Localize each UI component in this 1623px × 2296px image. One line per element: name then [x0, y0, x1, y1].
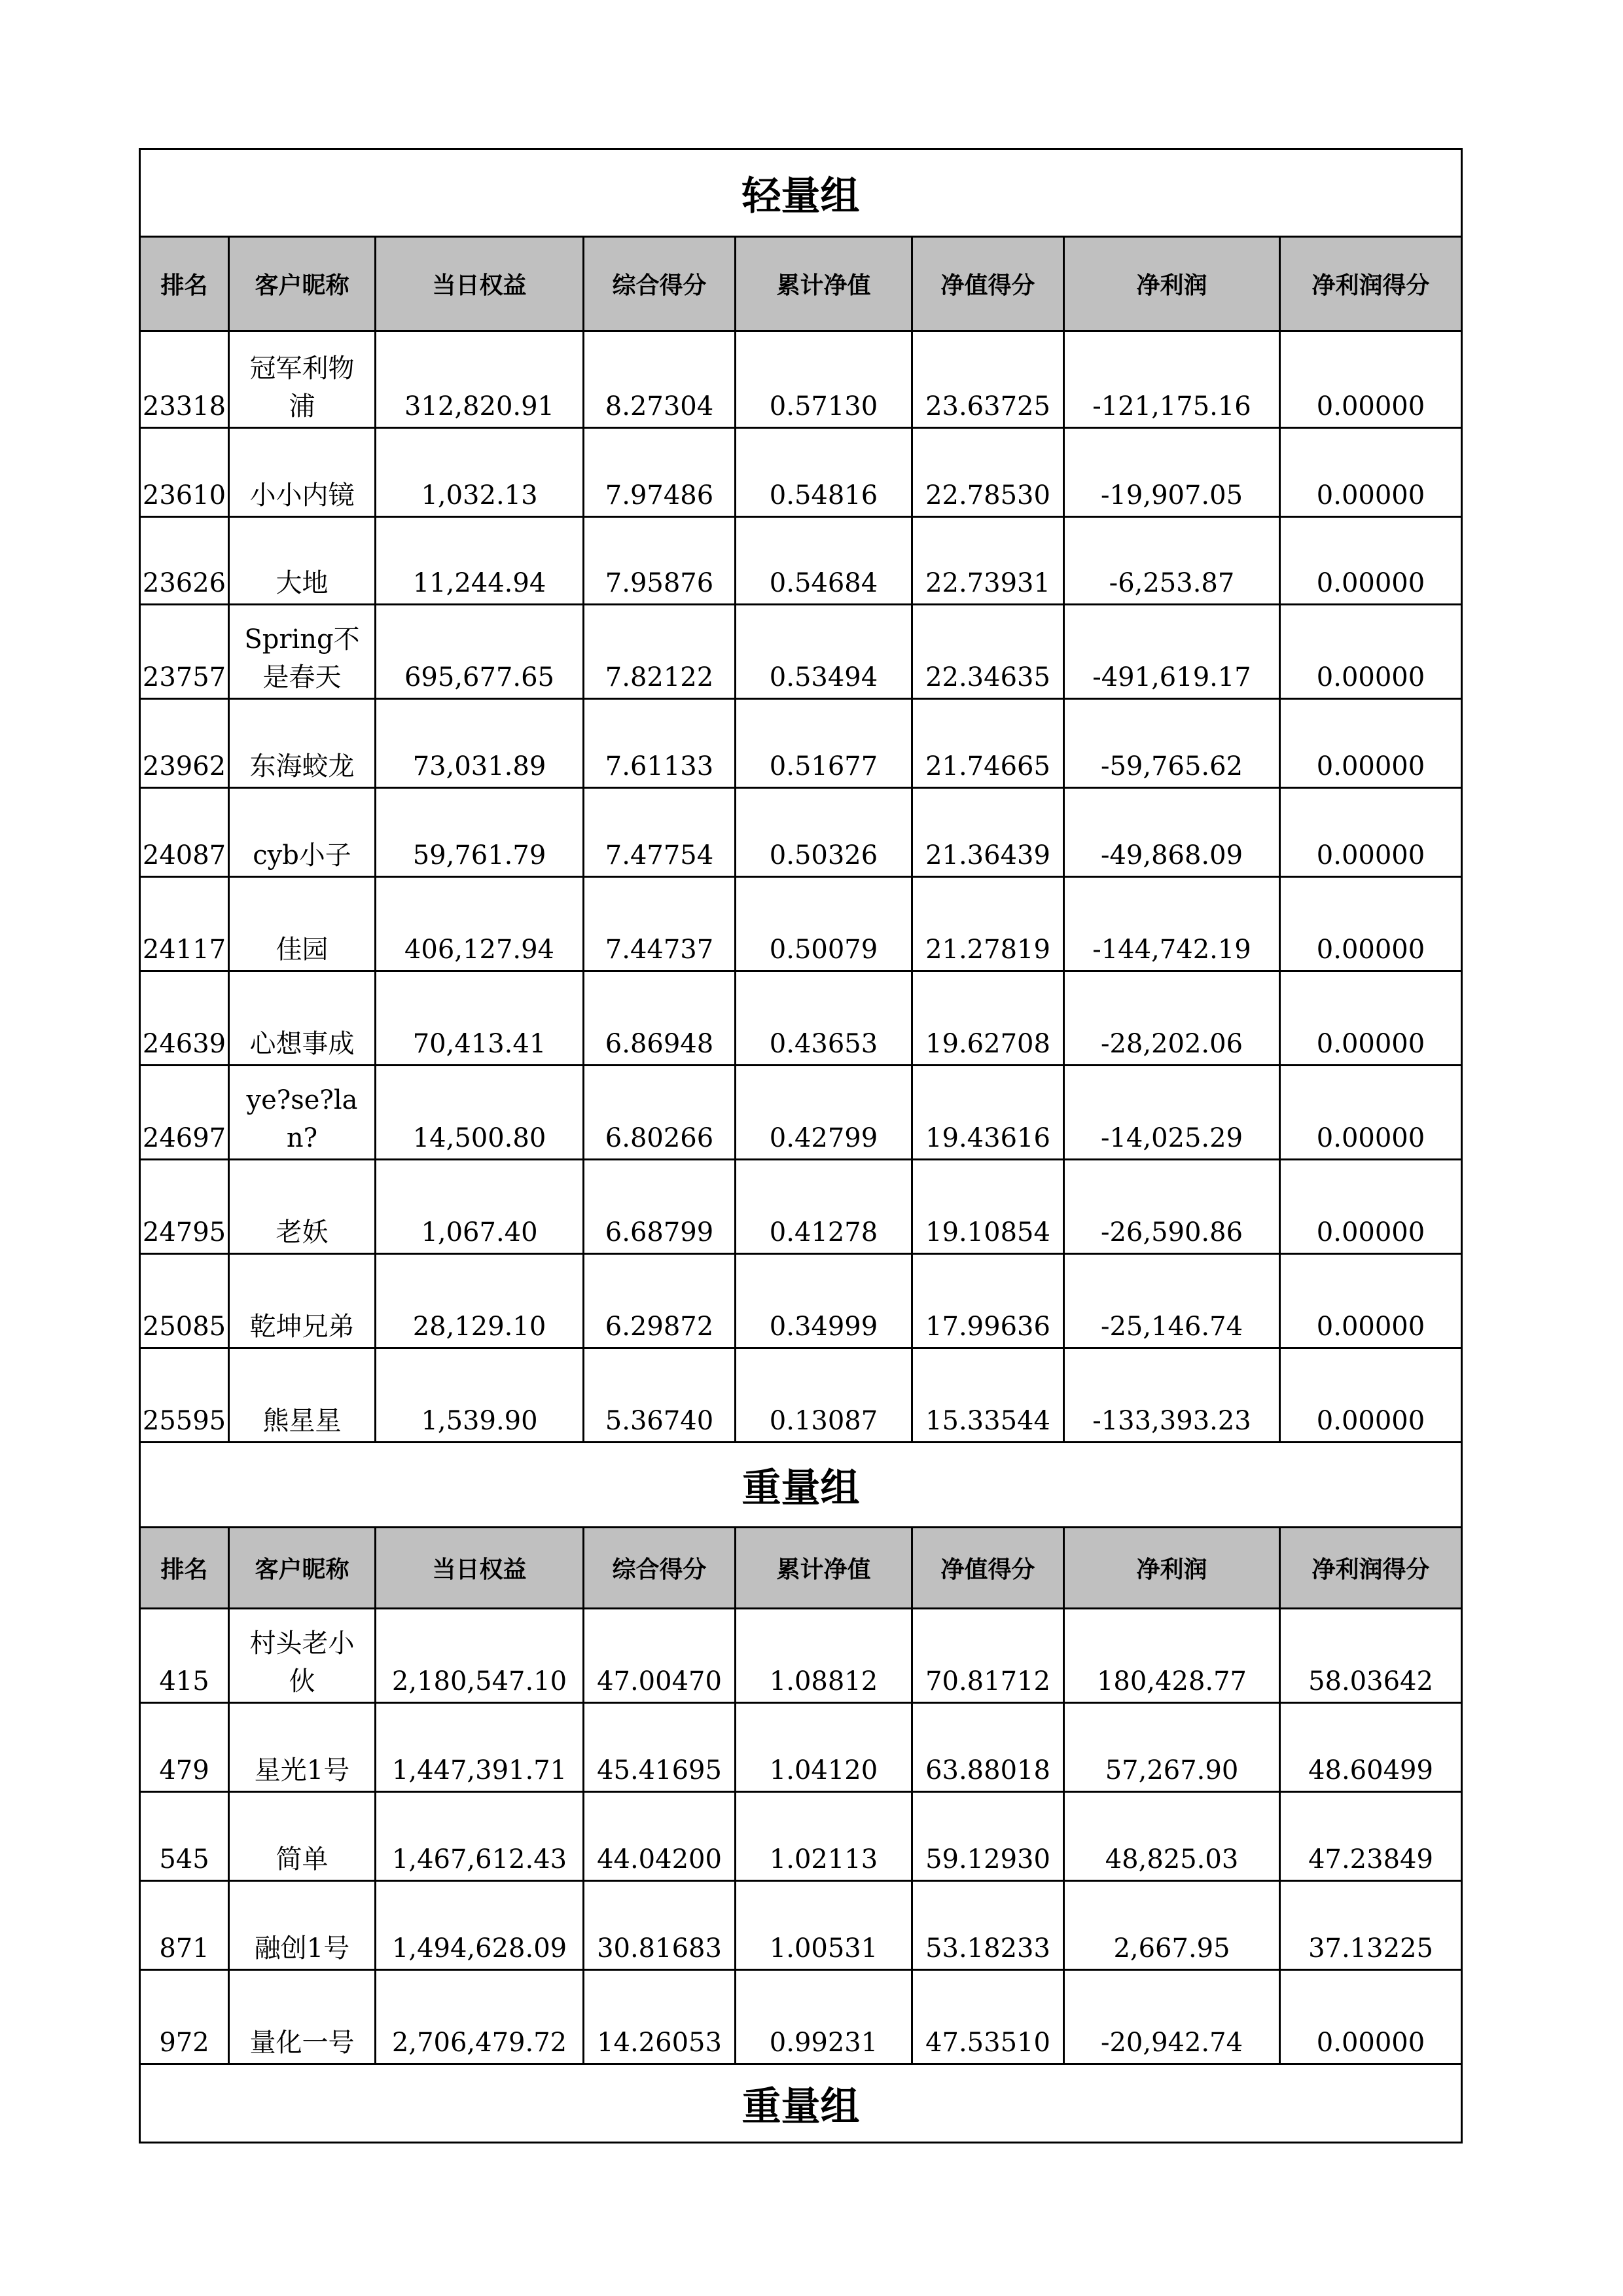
- column-header-nav: 累计净值: [736, 237, 912, 331]
- column-header-net-profit-score: 净利润得分: [1280, 1528, 1462, 1609]
- nav-score-cell: 23.63725: [912, 331, 1064, 428]
- net-profit-score-cell: 0.00000: [1280, 788, 1462, 877]
- nav-cell: 0.13087: [736, 1348, 912, 1443]
- equity-cell: 695,677.65: [376, 605, 584, 699]
- rank-cell: 25085: [140, 1254, 229, 1348]
- nav-score-cell: 19.10854: [912, 1160, 1064, 1254]
- table-row: [140, 517, 1462, 605]
- rank-cell: 23610: [140, 428, 229, 517]
- score-cell: 45.41695: [584, 1703, 736, 1792]
- rank-cell: 25595: [140, 1348, 229, 1443]
- net-profit-score-cell: 0.00000: [1280, 699, 1462, 788]
- equity-cell: 28,129.10: [376, 1254, 584, 1348]
- net-profit-score-cell: 0.00000: [1280, 877, 1462, 971]
- nav-score-cell: 22.73931: [912, 517, 1064, 605]
- net-profit-score-cell: 0.00000: [1280, 1970, 1462, 2064]
- net-profit-cell: -59,765.62: [1064, 699, 1280, 788]
- net-profit-score-cell: 0.00000: [1280, 1066, 1462, 1160]
- nav-cell: 0.34999: [736, 1254, 912, 1348]
- net-profit-score-cell: 0.00000: [1280, 428, 1462, 517]
- nav-cell: 0.50326: [736, 788, 912, 877]
- rank-cell: 24087: [140, 788, 229, 877]
- equity-cell: 2,706,479.72: [376, 1970, 584, 2064]
- score-cell: 7.95876: [584, 517, 736, 605]
- nav-cell: 1.04120: [736, 1703, 912, 1792]
- table-row: [140, 1970, 1462, 2064]
- score-cell: 8.27304: [584, 331, 736, 428]
- net-profit-cell: -26,590.86: [1064, 1160, 1280, 1254]
- table-row: [140, 1792, 1462, 1881]
- nav-cell: 0.53494: [736, 605, 912, 699]
- rank-cell: 24117: [140, 877, 229, 971]
- rank-cell: 545: [140, 1792, 229, 1881]
- nav-cell: 0.51677: [736, 699, 912, 788]
- score-cell: 7.61133: [584, 699, 736, 788]
- equity-cell: 1,539.90: [376, 1348, 584, 1443]
- net-profit-score-cell: 0.00000: [1280, 1160, 1462, 1254]
- net-profit-cell: -144,742.19: [1064, 877, 1280, 971]
- column-header-net-profit: 净利润: [1064, 1528, 1280, 1609]
- equity-cell: 14,500.80: [376, 1066, 584, 1160]
- nickname-cell: ye?se?lan?: [229, 1066, 376, 1160]
- nav-cell: 0.41278: [736, 1160, 912, 1254]
- table-row: [140, 971, 1462, 1066]
- rank-cell: 23962: [140, 699, 229, 788]
- column-header-rank: 排名: [140, 1528, 229, 1609]
- net-profit-cell: -49,868.09: [1064, 788, 1280, 877]
- table-row: [140, 1609, 1462, 1703]
- nickname-cell: 冠军利物浦: [229, 331, 376, 428]
- net-profit-score-cell: 0.00000: [1280, 1254, 1462, 1348]
- column-header-net-profit-score: 净利润得分: [1280, 237, 1462, 331]
- table-row: [140, 1881, 1462, 1970]
- table-row: [140, 605, 1462, 699]
- rank-cell: 23626: [140, 517, 229, 605]
- section-title: 轻量组: [140, 149, 1462, 237]
- nav-score-cell: 19.43616: [912, 1066, 1064, 1160]
- nickname-cell: 融创1号: [229, 1881, 376, 1970]
- equity-cell: 2,180,547.10: [376, 1609, 584, 1703]
- nav-score-cell: 53.18233: [912, 1881, 1064, 1970]
- score-cell: 6.80266: [584, 1066, 736, 1160]
- score-cell: 5.36740: [584, 1348, 736, 1443]
- score-cell: 7.82122: [584, 605, 736, 699]
- column-header-rank: 排名: [140, 237, 229, 331]
- nav-score-cell: 17.99636: [912, 1254, 1064, 1348]
- net-profit-cell: -6,253.87: [1064, 517, 1280, 605]
- nav-cell: 0.50079: [736, 877, 912, 971]
- rank-cell: 415: [140, 1609, 229, 1703]
- ranking-table: [139, 148, 1463, 2144]
- nickname-cell: 心想事成: [229, 971, 376, 1066]
- table-row: [140, 877, 1462, 971]
- column-header-equity: 当日权益: [376, 237, 584, 331]
- nav-score-cell: 70.81712: [912, 1609, 1064, 1703]
- score-cell: 6.29872: [584, 1254, 736, 1348]
- net-profit-score-cell: 0.00000: [1280, 1348, 1462, 1443]
- nav-score-cell: 21.74665: [912, 699, 1064, 788]
- nav-score-cell: 15.33544: [912, 1348, 1064, 1443]
- rank-cell: 871: [140, 1881, 229, 1970]
- nickname-cell: 星光1号: [229, 1703, 376, 1792]
- nickname-cell: 佳园: [229, 877, 376, 971]
- nickname-cell: cyb小子: [229, 788, 376, 877]
- rank-cell: 23757: [140, 605, 229, 699]
- net-profit-cell: 180,428.77: [1064, 1609, 1280, 1703]
- score-cell: 7.47754: [584, 788, 736, 877]
- table-row: [140, 1160, 1462, 1254]
- net-profit-cell: -20,942.74: [1064, 1970, 1280, 2064]
- table-row: [140, 788, 1462, 877]
- column-header-score: 综合得分: [584, 237, 736, 331]
- column-header-equity: 当日权益: [376, 1528, 584, 1609]
- nav-score-cell: 22.78530: [912, 428, 1064, 517]
- table-row: [140, 1066, 1462, 1160]
- footer-section-title: 重量组: [140, 2064, 1462, 2143]
- nickname-cell: 东海蛟龙: [229, 699, 376, 788]
- net-profit-cell: -19,907.05: [1064, 428, 1280, 517]
- nav-cell: 0.54684: [736, 517, 912, 605]
- net-profit-cell: -121,175.16: [1064, 331, 1280, 428]
- score-cell: 47.00470: [584, 1609, 736, 1703]
- equity-cell: 1,494,628.09: [376, 1881, 584, 1970]
- nickname-cell: 简单: [229, 1792, 376, 1881]
- nickname-cell: 乾坤兄弟: [229, 1254, 376, 1348]
- net-profit-score-cell: 0.00000: [1280, 971, 1462, 1066]
- net-profit-cell: 48,825.03: [1064, 1792, 1280, 1881]
- net-profit-cell: -491,619.17: [1064, 605, 1280, 699]
- net-profit-score-cell: 47.23849: [1280, 1792, 1462, 1881]
- column-header-row: [140, 1528, 1462, 1609]
- nav-cell: 0.99231: [736, 1970, 912, 2064]
- equity-cell: 70,413.41: [376, 971, 584, 1066]
- equity-cell: 59,761.79: [376, 788, 584, 877]
- net-profit-score-cell: 37.13225: [1280, 1881, 1462, 1970]
- nickname-cell: 大地: [229, 517, 376, 605]
- nav-cell: 0.54816: [736, 428, 912, 517]
- rank-cell: 479: [140, 1703, 229, 1792]
- section-title-row: [140, 1443, 1462, 1528]
- nav-score-cell: 47.53510: [912, 1970, 1064, 2064]
- net-profit-cell: -25,146.74: [1064, 1254, 1280, 1348]
- rank-cell: 23318: [140, 331, 229, 428]
- table-row: [140, 699, 1462, 788]
- table-row: [140, 1703, 1462, 1792]
- nav-cell: 0.57130: [736, 331, 912, 428]
- nickname-cell: 小小内镜: [229, 428, 376, 517]
- rank-cell: 972: [140, 1970, 229, 2064]
- column-header-row: [140, 237, 1462, 331]
- net-profit-score-cell: 0.00000: [1280, 605, 1462, 699]
- nav-score-cell: 19.62708: [912, 971, 1064, 1066]
- score-cell: 7.97486: [584, 428, 736, 517]
- table-row: [140, 1348, 1462, 1443]
- column-header-nav: 累计净值: [736, 1528, 912, 1609]
- net-profit-score-cell: 48.60499: [1280, 1703, 1462, 1792]
- column-header-net-profit: 净利润: [1064, 237, 1280, 331]
- net-profit-score-cell: 58.03642: [1280, 1609, 1462, 1703]
- nav-score-cell: 21.36439: [912, 788, 1064, 877]
- equity-cell: 1,032.13: [376, 428, 584, 517]
- footer-section-title-row: [140, 2064, 1462, 2143]
- column-header-score: 综合得分: [584, 1528, 736, 1609]
- equity-cell: 1,067.40: [376, 1160, 584, 1254]
- column-header-nav-score: 净值得分: [912, 237, 1064, 331]
- nav-cell: 1.08812: [736, 1609, 912, 1703]
- score-cell: 14.26053: [584, 1970, 736, 2064]
- net-profit-cell: -28,202.06: [1064, 971, 1280, 1066]
- nav-cell: 0.43653: [736, 971, 912, 1066]
- equity-cell: 1,447,391.71: [376, 1703, 584, 1792]
- net-profit-cell: 2,667.95: [1064, 1881, 1280, 1970]
- equity-cell: 312,820.91: [376, 331, 584, 428]
- equity-cell: 11,244.94: [376, 517, 584, 605]
- net-profit-cell: 57,267.90: [1064, 1703, 1280, 1792]
- nav-score-cell: 22.34635: [912, 605, 1064, 699]
- nav-score-cell: 21.27819: [912, 877, 1064, 971]
- equity-cell: 1,467,612.43: [376, 1792, 584, 1881]
- score-cell: 44.04200: [584, 1792, 736, 1881]
- nickname-cell: 老妖: [229, 1160, 376, 1254]
- table-row: [140, 428, 1462, 517]
- score-cell: 6.86948: [584, 971, 736, 1066]
- score-cell: 6.68799: [584, 1160, 736, 1254]
- net-profit-cell: -133,393.23: [1064, 1348, 1280, 1443]
- nickname-cell: 量化一号: [229, 1970, 376, 2064]
- column-header-nickname: 客户昵称: [229, 237, 376, 331]
- equity-cell: 406,127.94: [376, 877, 584, 971]
- nav-cell: 1.00531: [736, 1881, 912, 1970]
- net-profit-cell: -14,025.29: [1064, 1066, 1280, 1160]
- net-profit-score-cell: 0.00000: [1280, 331, 1462, 428]
- rank-cell: 24639: [140, 971, 229, 1066]
- column-header-nav-score: 净值得分: [912, 1528, 1064, 1609]
- score-cell: 30.81683: [584, 1881, 736, 1970]
- nickname-cell: 村头老小伙: [229, 1609, 376, 1703]
- equity-cell: 73,031.89: [376, 699, 584, 788]
- nickname-cell: 熊星星: [229, 1348, 376, 1443]
- rank-cell: 24795: [140, 1160, 229, 1254]
- nav-cell: 0.42799: [736, 1066, 912, 1160]
- table-row: [140, 1254, 1462, 1348]
- section-title: 重量组: [140, 1443, 1462, 1528]
- section-title-row: [140, 149, 1462, 237]
- column-header-nickname: 客户昵称: [229, 1528, 376, 1609]
- net-profit-score-cell: 0.00000: [1280, 517, 1462, 605]
- rank-cell: 24697: [140, 1066, 229, 1160]
- nickname-cell: Spring不是春天: [229, 605, 376, 699]
- nav-score-cell: 59.12930: [912, 1792, 1064, 1881]
- nav-score-cell: 63.88018: [912, 1703, 1064, 1792]
- score-cell: 7.44737: [584, 877, 736, 971]
- table-row: [140, 331, 1462, 428]
- nav-cell: 1.02113: [736, 1792, 912, 1881]
